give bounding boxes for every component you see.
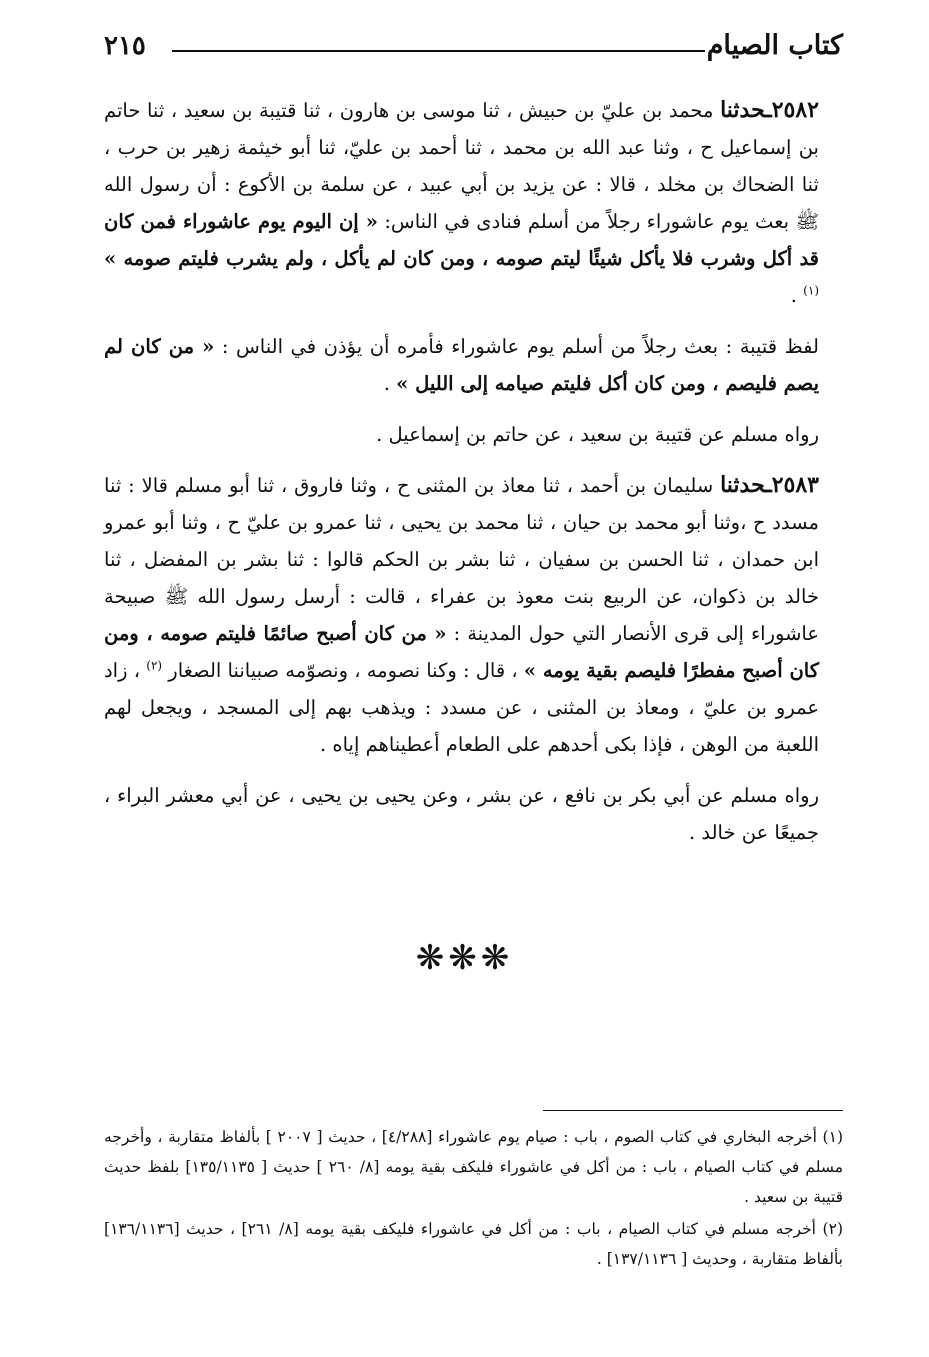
hadith-2582 xyxy=(104,92,843,314)
header-rule xyxy=(172,50,705,52)
hadith-isnad: سليمان بن أحمد ، ثنا معاذ بن المثنى ح ، وثنا فاروق ، ثنا أبو مسلم قالا : ثنا مسدد ح ،وثنا أبو محمد بن حيان ، ثنا محمد بن يحيى ، ثنا عمرو بن عليّ ح ، وثنا أبو عمرو ابن حمدان ، ثنا الحسن بن سفيان ، ثنا بشر بن الحكم قالوا : ثنا بشر بن المفضل ، ثنا خالد بن ذكوان، عن الربيع بنت معوذ بن عفراء ، قالت : أرسل رسول الله ﷺ صبيحة عاشوراء إلى قرى الأنصار التي حول المدينة : xyxy=(104,474,819,645)
main-text xyxy=(104,92,843,865)
qutayba-end: . xyxy=(383,372,397,395)
hadith-quote: « من كان أصبح صائمًا فليتم صومه ، ومن كان أصبح مفطرًا فليصم بقية يومه » xyxy=(104,622,819,682)
hadith-quote: « إن اليوم يوم عاشوراء فمن كان قد أكل وشرب فلا يأكل شيئًا ليتم صومه ، ومن كان لم يأكل ، ولم يشرب فليتم صومه » xyxy=(104,210,819,270)
hadith-end: . xyxy=(790,284,804,307)
hadith-continuation: ، قال : وكنا نصومه ، ونصوّمه صبياننا الصغار xyxy=(162,659,524,682)
footnote-ref-2: (٢) xyxy=(146,658,163,673)
riwaya-muslim-2: رواه مسلم عن أبي بكر بن نافع ، عن بشر ، وعن يحيى بن يحيى ، عن أبي معشر البراء ، جميعًا عن خالد . xyxy=(104,784,819,844)
footnote-2: (٢) أخرجه مسلم في كتاب الصيام ، باب : من أكل في عاشوراء فليكف بقية يومه [٨/ ٢٦١] ، حديث [١٣٦/١١٣٦] بألفاظ متقاربة ، وحديث [ ١٣٧/١١٣٦] . xyxy=(104,1220,843,1268)
hadith-addition: ، زاد عمرو بن عليّ ، ومعاذ بن المثنى ، عن مسدد : ويذهب بهم إلى المسجد ، ويجعل لهم اللعبة من الوهن ، فإذا بكى أحدهم على الطعام أعطيناهم إياه . xyxy=(104,659,819,756)
page-header xyxy=(104,28,843,68)
hadith-isnad: محمد بن عليّ بن حبيش ، ثنا موسى بن هارون ، ثنا قتيبة بن سعيد ، ثنا حاتم بن إسماعيل ح ، وثنا عبد الله بن محمد ، ثنا أحمد بن عليّ، ثنا أبو خيثمة زهير بن حرب ، ثنا الضحاك بن مخلد ، قالا : عن يزيد بن أبي عبيد ، عن سلمة بن الأكوع : أن رسول الله ﷺ بعث يوم عاشوراء رجلاً من أسلم فنادى في الناس: xyxy=(104,99,820,233)
hadith-number: ٢٥٨٣ـ xyxy=(765,472,819,498)
hadith-label: حدثنا xyxy=(720,472,766,498)
riwaya-muslim-1: رواه مسلم عن قتيبة بن سعيد ، عن حاتم بن إسماعيل . xyxy=(376,423,819,446)
hadith-label: حدثنا xyxy=(720,97,766,123)
qutayba-wording xyxy=(104,328,843,402)
footnotes xyxy=(104,1122,843,1276)
qutayba-text: لفظ قتيبة : بعث رجلاً من أسلم يوم عاشوراء فأمره أن يؤذن في الناس : xyxy=(214,335,819,358)
section-separator-stars: ❋❋❋ xyxy=(415,938,514,978)
chapter-title: كتاب الصيام xyxy=(706,30,843,61)
qutayba-quote: « من كان لم يصم فليصم ، ومن كان أكل فليتم صيامه إلى الليل » xyxy=(104,335,819,395)
footnote-1: (١) أخرجه البخاري في كتاب الصوم ، باب : صيام يوم عاشوراء [٤/٢٨٨] ، حديث [ ٢٠٠٧ ] بألفاظ متقاربة ، وأخرجه مسلم في كتاب الصيام ، باب : من أكل في عاشوراء فليكف بقية يومه [٨/ ٢٦٠ ] حديث [ ١٣٥/١١٣٥] بلفظ حديث قتيبة بن سعيد . xyxy=(104,1128,843,1206)
hadith-2583 xyxy=(104,467,843,763)
footnote-ref-1: (١) xyxy=(803,283,819,298)
footnote-rule xyxy=(543,1110,843,1111)
hadith-number: ٢٥٨٢ـ xyxy=(765,97,819,123)
page-number: ٢١٥ xyxy=(104,31,146,61)
